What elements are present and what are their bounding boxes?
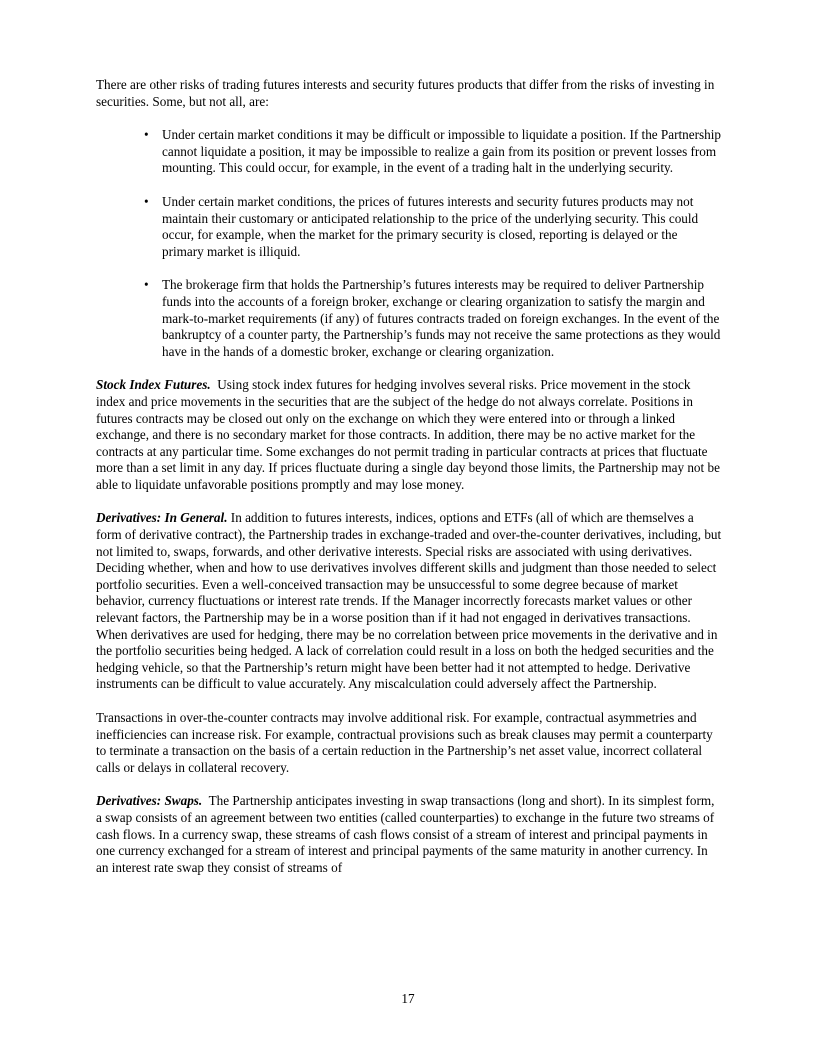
stock-index-futures-body: Using stock index futures for hedging involves several risks. Price movement in the stock index and price movements in the securities that are the subject of the hedge do not always correlate. Positions in futures contracts may be closed out only on the exchange on which they were entered into or through a linked exchange, and there is no secondary market for those contracts. In addition, there may be no active market for the contracts at any particular time. Some exchanges do not permit trading in particular contracts at prices that fluctuate more than a set limit in any day. If prices fluctuate during a single day beyond those limits, the Partnership may not be able to liquidate unfavorable positions promptly and may lose money. — [96, 377, 720, 492]
bullet-text: The brokerage firm that holds the Partnership’s futures interests may be required to deliver Partnership funds into the accounts of a foreign broker, exchange or clearing organization to satisfy the margin and mark-to-market requirements (if any) of futures contracts traded on foreign exchanges. In the event of the bankruptcy of a counter party, the Partnership’s funds may not receive the same protections as they would have in the hands of a domestic broker, exchange or clearing organization. — [162, 277, 721, 359]
bullet-item — [96, 277, 722, 360]
bullet-text: Under certain market conditions, the prices of futures interests and security futures products may not maintain their customary or anticipated relationship to the price of the underlying security. This could occur, for example, when the market for the primary security is closed, reporting is delayed or the primary market is illiquid. — [162, 193, 699, 259]
otc-paragraph: Transactions in over-the-counter contracts may involve additional risk. For example, contractual asymmetries and inefficiencies can increase risk. For example, contractual provisions such as break clauses may permit a counterparty to terminate a transaction on the basis of a certain reduction in the Partnership’s net asset value, incorrect collateral calls or delays in collateral recovery. — [96, 710, 713, 775]
page-number: 17 — [401, 991, 415, 1006]
stock-index-futures-heading: Stock Index Futures. — [96, 377, 211, 393]
bullet-text: Under certain market conditions it may be difficult or impossible to liquidate a position. If the Partnership cannot liquidate a position, it may be impossible to realize a gain from its position or prevent losses from mounting. This could occur, for example, in the event of a trading halt in the underlying security. — [162, 127, 722, 176]
bullet-icon: • — [144, 193, 149, 209]
bullet-icon: • — [144, 277, 149, 293]
derivatives-general-body: In addition to futures interests, indices, options and ETFs (all of which are themselves a form of derivative contract), the Partnership trades in exchange-traded and over-the-counter derivatives, including, but not limited to, swaps, forwards, and other derivative interests. Special risks are associated with using derivatives. Deciding whether, when and how to use derivatives involves different skills and judgment than those needed to select portfolio securities. Even a well-conceived transaction may be unsuccessful to some degree because of market behavior, currency fluctuations or interest rate trends. If the Manager incorrectly forecasts market values or other relevant factors, the Partnership may be in a worse position than if it had not engaged in derivatives transactions. When derivatives are used for hedging, there may be no correlation between price movements in the derivative and in the portfolio securities being hedged. A lack of correlation could result in a loss on both the hedged securities and the hedging vehicle, so that the Partnership’s return might have been better had it not attempted to hedge. Derivative instruments can be difficult to value accurately. Any miscalculation could adversely affect the Partnership. — [96, 510, 722, 692]
derivatives-swaps-paragraph — [96, 793, 722, 876]
derivatives-swaps-body: The Partnership anticipates investing in swap transactions (long and short). In its simplest form, a swap consists of an agreement between two entities (called counterparties) to exchange in the future two streams of cash flows. In a currency swap, these streams of cash flows consist of a stream of interest and principal payments in one currency exchanged for a stream of interest and principal payments of the same maturity in another currency. In an interest rate swap they consist of streams of — [96, 793, 715, 875]
bullet-item — [96, 127, 722, 177]
stock-index-futures-paragraph — [96, 377, 722, 493]
bullet-icon: • — [144, 127, 149, 143]
derivatives-swaps-heading: Derivatives: Swaps. — [96, 793, 203, 809]
derivatives-general-heading: Derivatives: In General. — [96, 510, 228, 526]
page-content — [96, 77, 722, 876]
risk-bullet-list — [96, 127, 722, 360]
derivatives-general-paragraph — [96, 510, 722, 693]
bullet-item — [96, 194, 722, 260]
intro-paragraph: There are other risks of trading futures interests and security futures products that differ from the risks of investing in securities. Some, but not all, are: — [96, 77, 715, 109]
